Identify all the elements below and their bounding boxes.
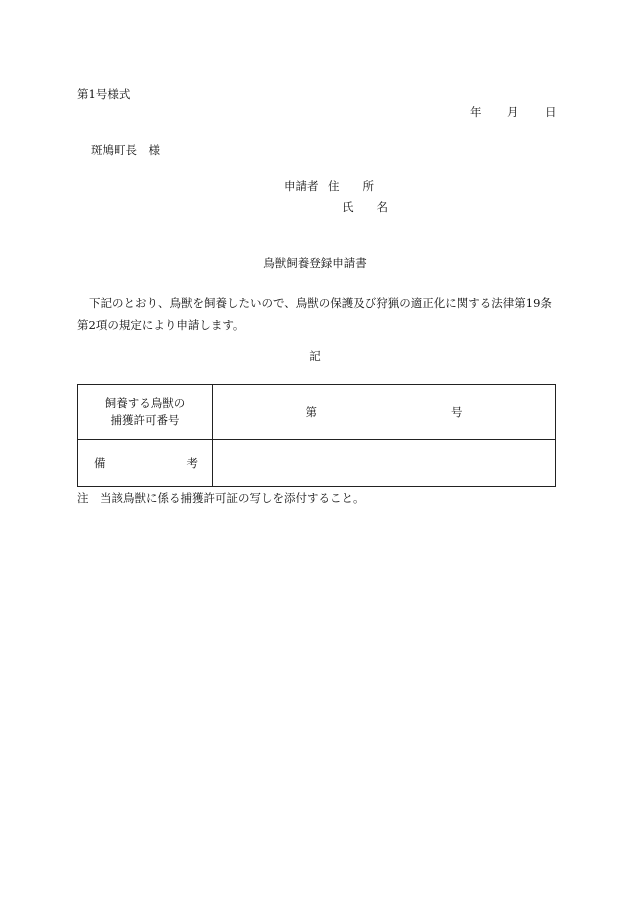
permit-number-blank <box>371 404 397 420</box>
permit-number-value-cell[interactable] <box>213 385 556 440</box>
attachment-note: 注 当該鳥獣に係る捕獲許可証の写しを添付すること。 <box>77 491 365 505</box>
date-year: 年 <box>470 105 482 119</box>
remarks-label-cell <box>78 440 213 487</box>
table-row <box>78 385 556 440</box>
permit-number-format <box>213 404 555 420</box>
form-number: 第1号様式 <box>77 87 131 101</box>
remarks-label-a: 備 <box>94 455 106 470</box>
application-table <box>77 384 556 487</box>
applicant-address-row <box>284 178 388 199</box>
application-statement: 下記のとおり、鳥獣を飼養したいので、鳥獣の保護及び狩猟の適正化に関する法律第19条第2項の規定により申請します。 <box>77 296 552 332</box>
permit-label-line2: 捕獲許可番号 <box>110 413 180 427</box>
table-row <box>78 440 556 487</box>
date-line <box>470 104 560 120</box>
permit-number-label-cell <box>78 385 213 440</box>
permit-label-line1: 飼養する鳥獣の <box>104 396 186 410</box>
ki-heading: 記 <box>309 349 321 363</box>
date-day: 日 <box>545 105 557 119</box>
remarks-label-b: 考 <box>186 455 198 470</box>
address-label: 住 所 <box>328 179 374 193</box>
dai-label: 第 <box>305 405 317 419</box>
applicant-label: 申請者 <box>284 179 319 193</box>
date-month: 月 <box>507 105 519 119</box>
gou-label: 号 <box>451 405 463 419</box>
applicant-block <box>284 178 388 220</box>
remarks-value-cell[interactable] <box>213 440 556 487</box>
remarks-label <box>78 455 212 472</box>
name-label: 氏 名 <box>342 200 388 214</box>
applicant-name-row <box>284 199 388 220</box>
document-title: 鳥獣飼養登録申請書 <box>263 256 367 270</box>
addressee: 斑鳩町長 様 <box>91 143 160 157</box>
